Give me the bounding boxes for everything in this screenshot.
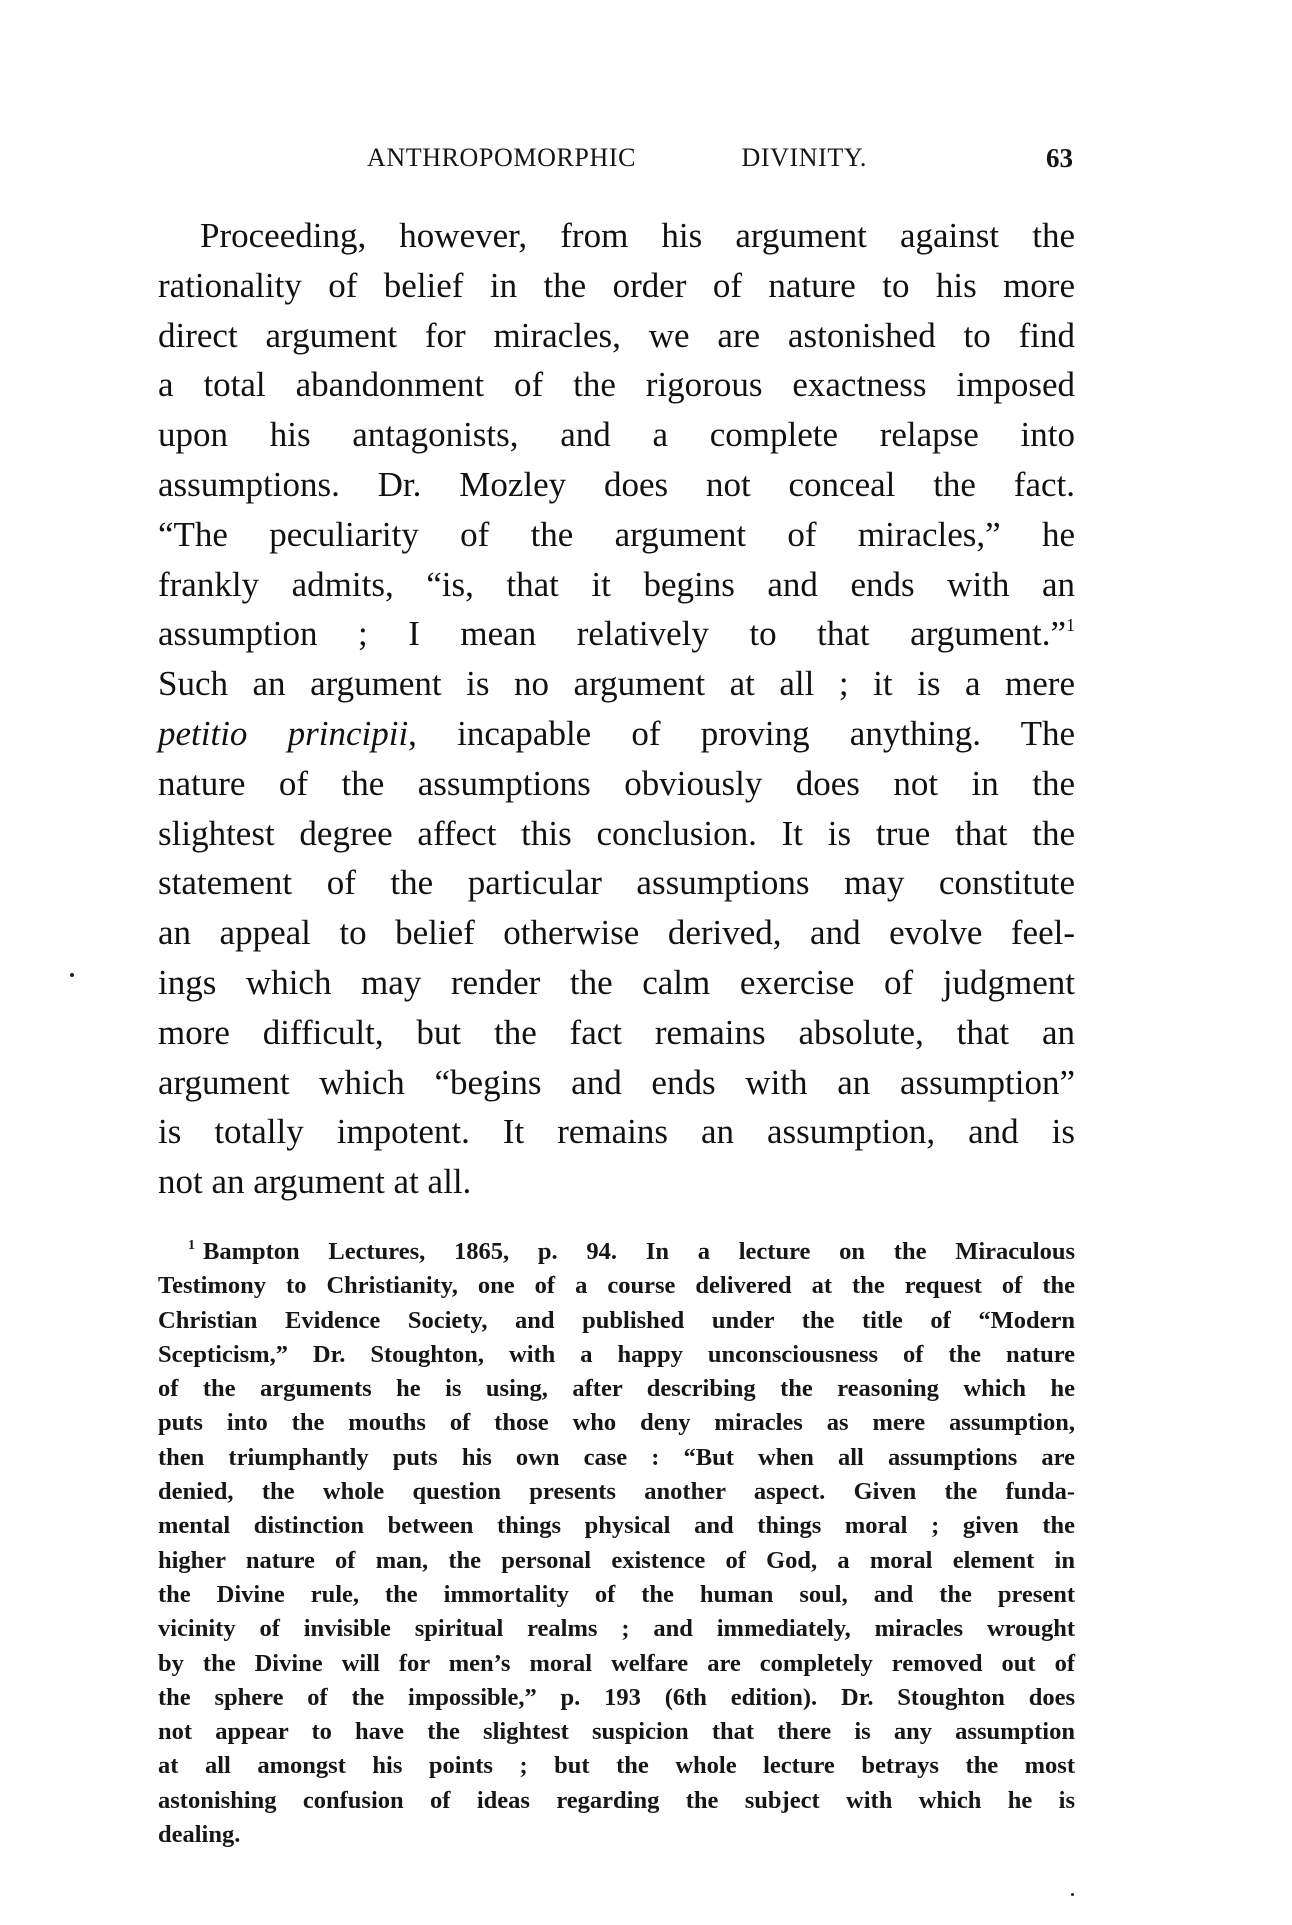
footnote-reference[interactable]: 1 — [1066, 615, 1075, 636]
body-line: is totally impotent. It remains an assumption, and is — [158, 1112, 1075, 1152]
footnote-line: puts into the mouths of those who deny miracles as mere assumption, — [158, 1409, 1075, 1437]
page-number: 63 — [1046, 143, 1073, 173]
scan-speck — [70, 973, 74, 977]
body-line: frankly admits, “is, that it begins and ends with an — [158, 564, 1075, 604]
footnote-line: mental distinction between things physical and things moral ; given the — [158, 1512, 1075, 1540]
footnote-line: higher nature of man, the personal existence of God, a moral element in — [158, 1546, 1075, 1574]
body-line: statement of the particular assumptions may constitute — [158, 863, 1075, 903]
footnote — [158, 1235, 1075, 1852]
body-line: “The peculiarity of the argument of miracles,” he — [158, 514, 1075, 554]
footnote-line — [158, 1235, 1075, 1269]
scan-speck — [1071, 1893, 1074, 1896]
footnote-line: not appear to have the slightest suspicion that there is any assumption — [158, 1718, 1075, 1746]
footnote-line-text: Bampton Lectures, 1865, p. 94. In a lecture on the Miraculous — [203, 1238, 1075, 1265]
footnote-line: vicinity of invisible spiritual realms ; and immediately, miracles wrought — [158, 1615, 1075, 1643]
body-line-text: , incapable of proving anything. The — [408, 713, 1075, 753]
body-line-with-footnote-ref — [158, 609, 1075, 659]
footnote-line: the sphere of the impossible,” p. 193 (6th edition). Dr. Stoughton does — [158, 1683, 1075, 1711]
body-line: Such an argument is no argument at all ; it is a mere — [158, 664, 1075, 704]
footnote-marker: 1 — [188, 1238, 195, 1253]
footnote-line: the Divine rule, the immortality of the human soul, and the present — [158, 1580, 1075, 1608]
footnote-line: Testimony to Christianity, one of a course delivered at the request of the — [158, 1272, 1075, 1300]
latin-phrase: petitio principii — [158, 713, 409, 753]
main-paragraph — [158, 211, 1075, 1207]
body-line: assumptions. Dr. Mozley does not conceal the fact. — [158, 464, 1075, 504]
body-line: Proceeding, however, from his argument against the — [200, 216, 1075, 255]
footnote-line: dealing. — [158, 1821, 241, 1849]
body-line: more difficult, but the fact remains absolute, that an — [158, 1012, 1075, 1052]
footnote-line: of the arguments he is using, after describing the reasoning which he — [158, 1375, 1075, 1403]
footnote-line: then triumphantly puts his own case : “But when all assumptions are — [158, 1443, 1075, 1471]
body-line: a total abandonment of the rigorous exactness imposed — [158, 365, 1075, 405]
body-line: argument which “begins and ends with an assumption” — [158, 1062, 1075, 1102]
body-line: direct argument for miracles, we are astonished to find — [158, 315, 1075, 355]
footnote-line: by the Divine will for men’s moral welfare are completely removed out of — [158, 1649, 1075, 1677]
body-line: slightest degree affect this conclusion. It is true that the — [158, 813, 1075, 853]
body-line: ings which may render the calm exercise of judgment — [158, 962, 1075, 1002]
body-line: not an argument at all. — [158, 1162, 472, 1202]
footnote-line: astonishing confusion of ideas regarding the subject with which he is — [158, 1786, 1075, 1814]
running-head-title: ANTHROPOMORPHIC DIVINITY. — [367, 143, 867, 172]
footnote-line: denied, the whole question presents another aspect. Given the funda- — [158, 1478, 1075, 1506]
footnote-line: Christian Evidence Society, and published under the title of “Modern — [158, 1306, 1075, 1334]
body-line: rationality of belief in the order of nature to his more — [158, 265, 1075, 305]
footnote-line: at all amongst his points ; but the whole lecture betrays the most — [158, 1752, 1075, 1780]
body-line: an appeal to belief otherwise derived, and evolve feel- — [158, 913, 1075, 953]
footnote-line: Scepticism,” Dr. Stoughton, with a happy unconsciousness of the nature — [158, 1340, 1075, 1368]
body-line: upon his antagonists, and a complete relapse into — [158, 415, 1075, 455]
body-line-with-italic — [158, 709, 1075, 759]
body-line: nature of the assumptions obviously does not in the — [158, 763, 1075, 803]
body-line-text: assumption ; I mean relatively to that argument.” — [158, 614, 1066, 654]
